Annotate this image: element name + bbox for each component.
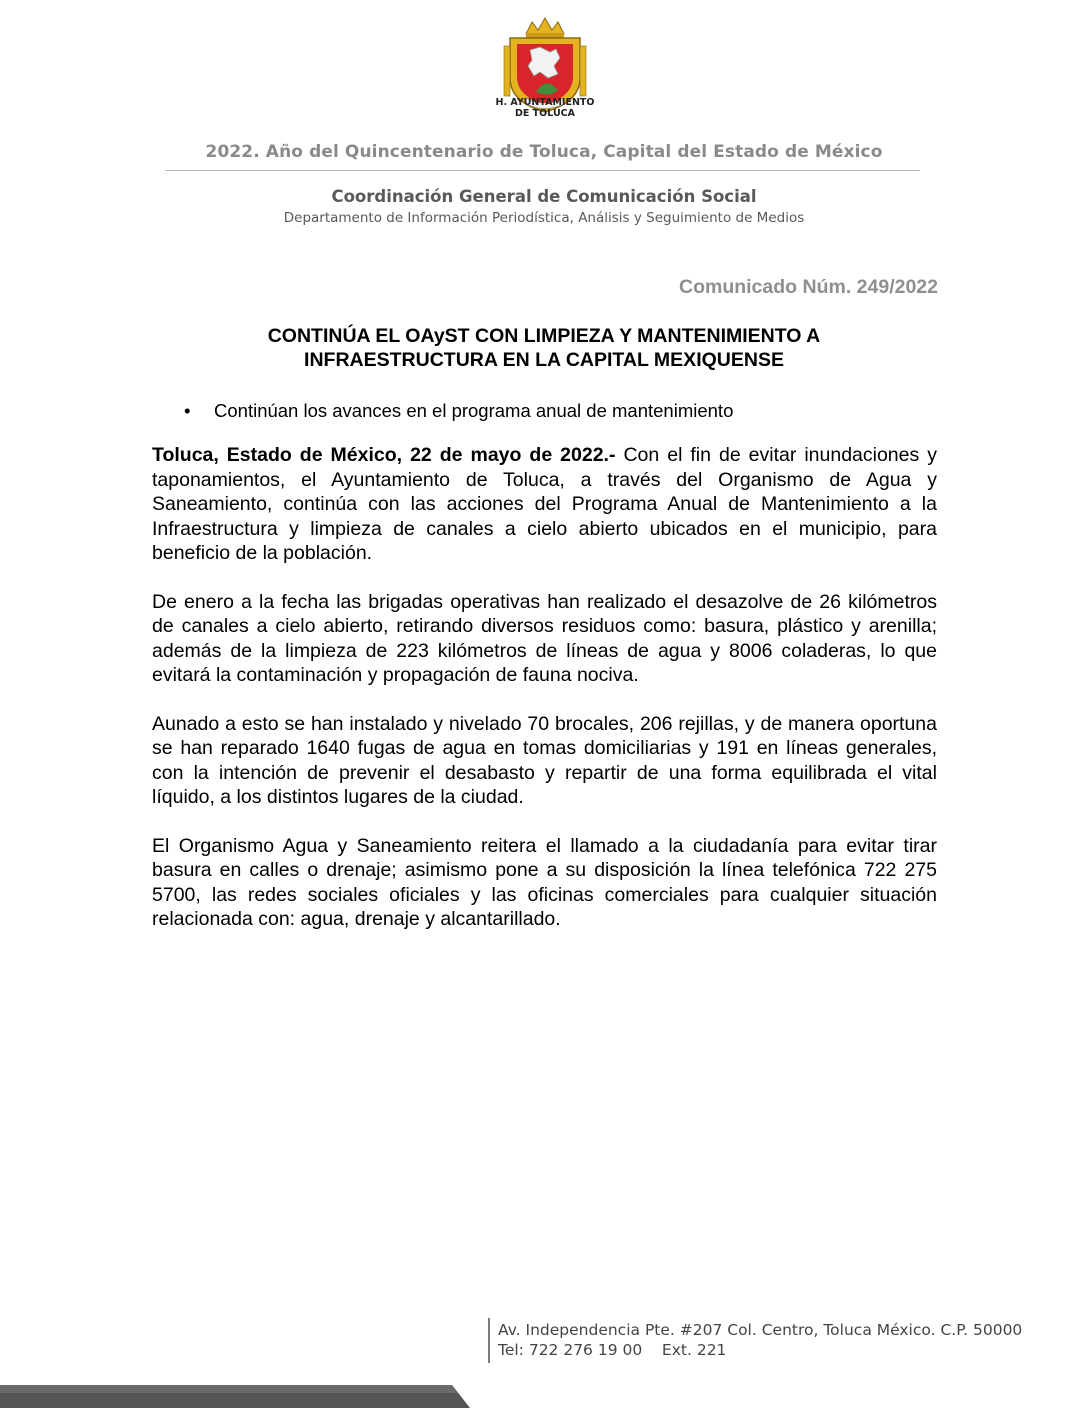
footer-contact <box>498 1320 1022 1360</box>
headline-line2: INFRAESTRUCTURA EN LA CAPITAL MEXIQUENSE <box>304 349 784 371</box>
body-paragraph-1 <box>152 443 937 566</box>
body-paragraph-4: El Organismo Agua y Saneamiento reitera el llamado a la ciudadanía para evitar tirar basura en calles o drenaje; asimismo pone a su disposición la línea telefónica 722 275 5700, las redes sociales oficiales y las oficinas comerciales para cualquier situación relacionada con: agua, drenaje y alcantarillado. <box>152 834 937 930</box>
release-body <box>152 443 937 956</box>
summary-bullet-text: Continúan los avances en el programa anual de mantenimiento <box>214 400 734 421</box>
footer-divider <box>488 1318 490 1363</box>
body-paragraph-2: De enero a la fecha las brigadas operativas han realizado el desazolve de 26 kilómetros de canales a cielo abierto, retirando diversos residuos como: basura, plástico y arenilla; además de la limpieza de 223 kilómetros de líneas de agua y 8006 coladeras, lo que evitará la contaminación y propagación de fauna nociva. <box>152 590 937 686</box>
logo-caption-line1: H. AYUNTAMIENTO <box>495 97 595 108</box>
logo-caption <box>470 97 620 119</box>
footer-band <box>0 1385 470 1408</box>
bullet-dot-icon: • <box>184 400 191 421</box>
department-subtitle: Departamento de Información Periodística, Análisis y Seguimiento de Medios <box>283 210 805 226</box>
summary-bullet <box>180 399 733 423</box>
coordination-title: Coordinación General de Comunicación Social <box>331 187 757 206</box>
summary-bullets <box>180 399 733 423</box>
release-headline <box>152 324 936 372</box>
year-motto: 2022. Año del Quincentenario de Toluca, Capital del Estado de México <box>205 142 883 162</box>
footer-address: Av. Independencia Pte. #207 Col. Centro, Toluca México. C.P. 50000 <box>498 1321 1023 1339</box>
logo-caption-line2: DE TOLUCA <box>515 108 575 119</box>
header-divider <box>165 170 920 171</box>
paragraph-1-text: Con el fin de evitar inundaciones y taponamientos, el Ayuntamiento de Toluca, a través del Organismo de Agua y Saneamiento, continúa con las acciones del Programa Anual de Mantenimiento a la Infraestructura y limpieza de canales a cielo abierto ubicados en el municipio, para beneficio de la población. <box>152 444 937 564</box>
footer-phone: Tel: 722 276 19 00 Ext. 221 <box>498 1341 727 1359</box>
body-paragraph-3: Aunado a esto se han instalado y nivelado 70 brocales, 206 rejillas, y de manera oportuna se han reparado 1640 fugas de agua en tomas domiciliarias y 191 en líneas generales, con la intención de prevenir el desabasto y repartir de una forma equilibrada el vital líquido, a los distintos lugares de la ciudad. <box>152 712 937 808</box>
release-number: Comunicado Núm. 249/2022 <box>678 276 938 298</box>
dateline: Toluca, Estado de México, 22 de mayo de 2022.- <box>152 444 616 466</box>
headline-line1: CONTINÚA EL OAySТ CON LIMPIEZA Y MANTENIMIENTO A <box>267 325 821 347</box>
